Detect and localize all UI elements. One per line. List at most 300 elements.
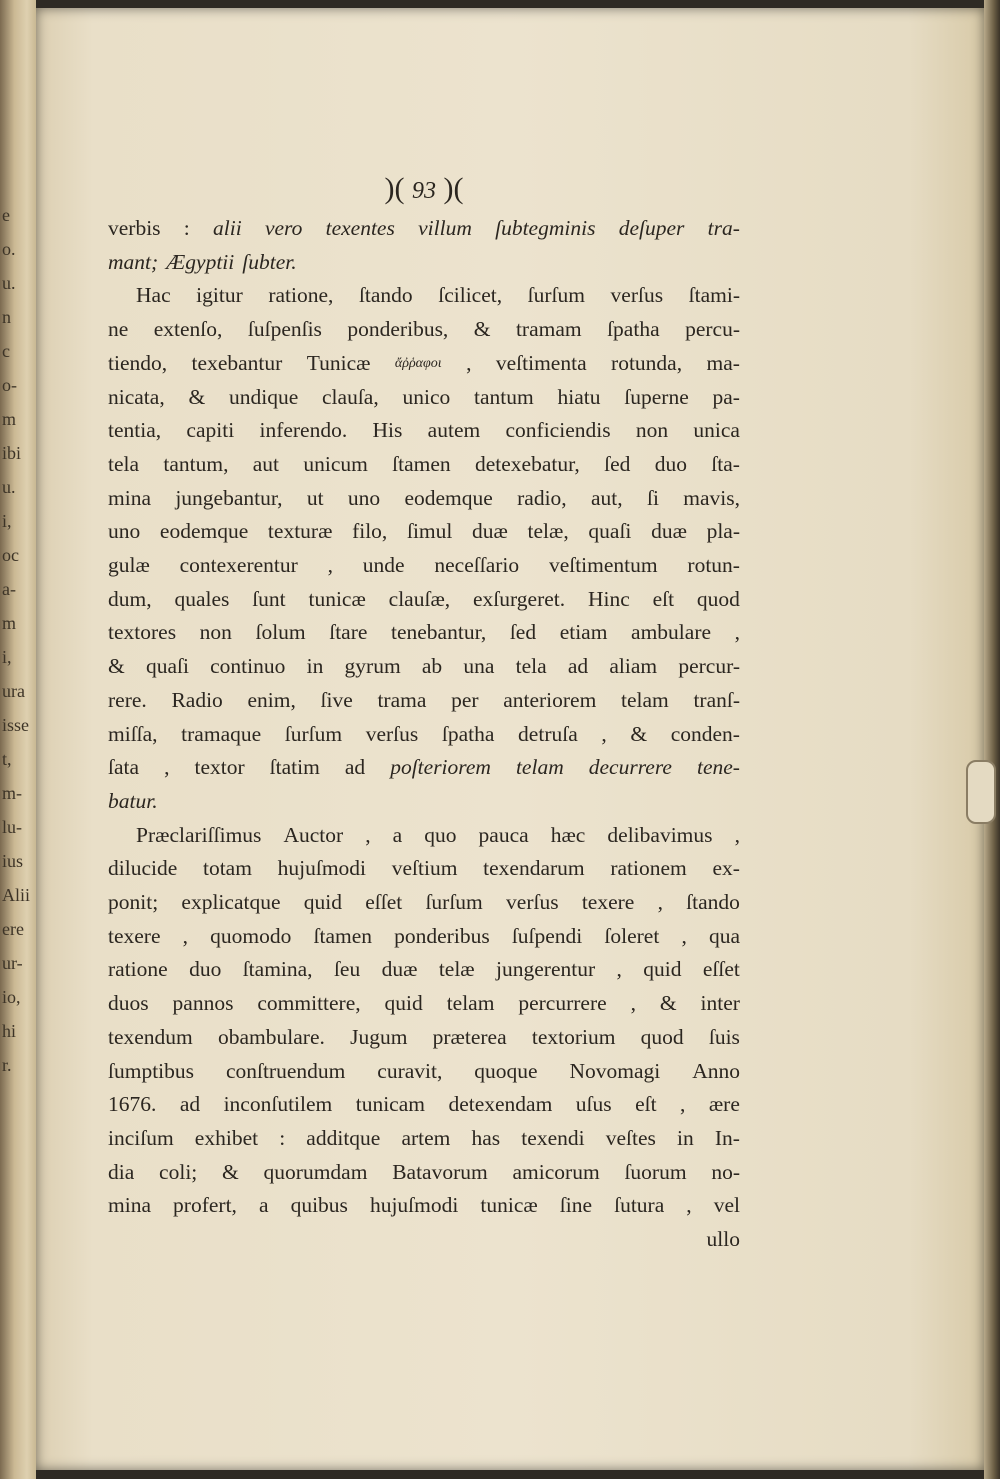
word: tranſ- — [693, 687, 740, 712]
word: His — [372, 418, 403, 443]
word: pannos — [172, 991, 234, 1016]
word: a — [392, 822, 403, 847]
text-line — [108, 987, 740, 1021]
margin-fragment: ur- — [2, 953, 23, 973]
word: jungerentur — [496, 957, 596, 982]
word: , — [164, 755, 170, 780]
word: ſtare — [329, 620, 368, 645]
word: ne — [108, 317, 129, 342]
word: ambulare — [631, 620, 712, 645]
word: eodemque — [159, 519, 249, 544]
catchword: ullo — [706, 1227, 740, 1252]
word: aut, — [591, 485, 623, 510]
word: nicata, — [108, 384, 165, 409]
word: , — [734, 620, 740, 645]
word: ſcilicet, — [438, 283, 503, 308]
word: artem — [401, 1125, 451, 1150]
word: quo — [424, 822, 457, 847]
word: enim, — [247, 687, 296, 712]
word: Novomagi — [569, 1058, 661, 1083]
word: in — [306, 654, 324, 679]
word: textorium — [531, 1024, 616, 1049]
word: autem — [427, 418, 481, 443]
text-line — [108, 1055, 740, 1089]
word: , — [734, 822, 740, 847]
text-line — [108, 1088, 740, 1122]
word: ſurſum — [425, 890, 483, 915]
word: ſata — [108, 755, 140, 780]
word: tantum, — [163, 451, 229, 476]
body-lines — [108, 212, 740, 1223]
word: delibavimus — [607, 822, 713, 847]
word: duæ — [472, 519, 508, 544]
word: verſus — [610, 283, 664, 308]
word: uſus — [575, 1092, 612, 1117]
word: textor — [194, 755, 245, 780]
word: ſtamen — [313, 923, 373, 948]
word: ſta- — [711, 451, 740, 476]
text-line — [108, 482, 740, 516]
word: , — [601, 721, 607, 746]
word: ex- — [712, 856, 740, 881]
word: dilucide — [108, 856, 178, 881]
word: inferendo. — [259, 418, 348, 443]
word: percur- — [678, 654, 740, 679]
word: ære — [708, 1092, 740, 1117]
word: veſtimenta — [495, 350, 587, 375]
word: ad — [344, 755, 366, 780]
word: telam — [621, 687, 669, 712]
word: quod — [640, 1024, 684, 1049]
word: mant; — [108, 249, 159, 274]
word: ſine — [559, 1193, 593, 1218]
word: ſubter. — [242, 249, 297, 274]
word: ſubtegminis — [495, 216, 596, 240]
word: inciſum — [108, 1125, 174, 1150]
word: texendum — [108, 1024, 193, 1049]
word: telam — [446, 991, 495, 1016]
word: non — [635, 418, 669, 443]
text-line — [108, 381, 740, 415]
text-line — [108, 852, 740, 886]
word: ſunt — [252, 586, 286, 611]
word: detexebatur, — [475, 451, 580, 476]
word: rotun- — [687, 553, 740, 578]
word: pla- — [706, 519, 740, 544]
word: rere. — [108, 687, 147, 712]
word: ſtamen — [392, 451, 451, 476]
word: ἄῤῥαφοι — [394, 355, 442, 371]
word: ma- — [706, 350, 740, 375]
word: texturæ — [267, 519, 333, 544]
text-line — [108, 1156, 740, 1190]
word: , — [365, 822, 371, 847]
word: gyrum — [344, 654, 401, 679]
word: ſumptibus — [108, 1058, 195, 1083]
word: clauſa, — [322, 384, 379, 409]
margin-fragment: oc — [2, 545, 19, 565]
word: etiam — [559, 620, 608, 645]
word: , — [327, 553, 333, 578]
word: & — [108, 654, 125, 679]
word: poſteriorem — [390, 755, 491, 780]
word: conficiendis — [505, 418, 611, 443]
margin-fragment: c — [2, 341, 10, 361]
word: conden- — [670, 721, 740, 746]
text-line — [108, 1122, 740, 1156]
word: ſolum — [255, 620, 306, 645]
word: hæc — [550, 822, 586, 847]
word: ſpatha — [607, 317, 660, 342]
text-line — [108, 347, 740, 381]
word: , — [680, 1092, 686, 1117]
word: undique — [228, 384, 299, 409]
text-line — [108, 616, 740, 650]
word: dia — [108, 1159, 135, 1184]
word: ponderibus — [394, 923, 490, 948]
word: extenſo, — [153, 317, 223, 342]
word: , — [466, 350, 472, 375]
word: coli; — [159, 1159, 198, 1184]
word: tene- — [696, 755, 740, 780]
margin-fragment: m — [2, 409, 17, 429]
word: gulæ — [108, 553, 150, 578]
word: totam — [202, 856, 252, 881]
word: Hinc — [587, 586, 630, 611]
text-line — [108, 515, 740, 549]
word: quomodo — [210, 923, 292, 948]
text-line — [108, 583, 740, 617]
word: filo, — [352, 519, 388, 544]
word: tela — [515, 654, 547, 679]
word: quales — [174, 586, 230, 611]
margin-fragment: ura — [2, 681, 25, 701]
word: per — [451, 687, 479, 712]
word: quaſi — [588, 519, 632, 544]
word: ſimul — [406, 519, 453, 544]
word: quibus — [290, 1193, 348, 1218]
word: non — [199, 620, 232, 645]
word: unicum — [303, 451, 368, 476]
margin-fragment: io, — [2, 987, 21, 1007]
word: ſtami- — [688, 283, 740, 308]
word: explicatque — [181, 890, 281, 915]
word: Hac — [136, 283, 171, 308]
word: mina — [108, 485, 151, 510]
word: amicorum — [512, 1159, 600, 1184]
word: decurrere — [588, 755, 672, 780]
margin-fragment: u. — [2, 273, 16, 293]
word: unica — [693, 418, 740, 443]
word: miſſa, — [108, 721, 158, 746]
word: tenebantur, — [391, 620, 487, 645]
margin-fragment: i, — [2, 511, 12, 531]
page-number-mark-left: )( — [384, 172, 405, 205]
word: hiatu — [557, 384, 601, 409]
word: texendarum — [483, 856, 585, 881]
word: tra- — [707, 216, 740, 240]
word: ſi — [646, 485, 659, 510]
word: ab — [421, 654, 443, 679]
word: Jugum — [350, 1024, 408, 1049]
word: verbis — [108, 216, 161, 240]
word: ſed — [604, 451, 631, 476]
word: verſus — [365, 721, 419, 746]
word: ſuperne — [624, 384, 689, 409]
word: eodemque — [404, 485, 493, 510]
word: telæ — [438, 957, 475, 982]
text-line — [108, 414, 740, 448]
word: uno — [108, 519, 141, 544]
word: quoque — [474, 1058, 538, 1083]
word: quid — [303, 890, 342, 915]
word: deſuper — [618, 216, 685, 240]
word: ſurſum — [527, 283, 585, 308]
word: veſtimentum — [548, 553, 658, 578]
word: textores — [108, 620, 177, 645]
word: capiti — [186, 418, 235, 443]
word: a — [258, 1193, 269, 1218]
word: ſtando — [686, 890, 740, 915]
word: verſus — [506, 890, 559, 915]
word: aut — [252, 451, 280, 476]
margin-fragment: ibi — [2, 443, 22, 463]
word: hujuſmodi — [369, 1193, 459, 1218]
margin-fragment: u. — [2, 477, 16, 497]
word: rotunda, — [611, 350, 683, 375]
text-line — [108, 650, 740, 684]
word: ſuſpendi — [511, 923, 583, 948]
text-line — [108, 718, 740, 752]
word: trama — [377, 687, 427, 712]
word: inter — [700, 991, 740, 1016]
word: Auctor — [283, 822, 344, 847]
margin-fragment: t, — [2, 749, 12, 769]
text-line — [108, 751, 740, 785]
page-edge-shadow — [984, 0, 1000, 1479]
word: tramaque — [181, 721, 262, 746]
word: , — [630, 991, 636, 1016]
word: unico — [402, 384, 451, 409]
word: & — [222, 1159, 239, 1184]
text-line — [108, 448, 740, 482]
word: contexerentur — [179, 553, 298, 578]
word: ſoleret — [604, 923, 660, 948]
word: ad — [179, 1092, 201, 1117]
word: ſuorum — [624, 1159, 687, 1184]
text-line — [108, 549, 740, 583]
text-line — [108, 953, 740, 987]
word: tramam — [515, 317, 582, 342]
word: Præclariſſimus — [136, 822, 262, 847]
word: igitur — [196, 283, 243, 308]
word: tantum — [474, 384, 534, 409]
margin-fragment: i, — [2, 647, 12, 667]
word: , — [657, 890, 663, 915]
word: & — [188, 384, 206, 409]
page-clip — [966, 760, 996, 824]
text-line — [108, 684, 740, 718]
word: in — [676, 1125, 694, 1150]
word: tunicæ — [480, 1193, 538, 1218]
word: : — [279, 1125, 286, 1150]
word: telam — [515, 755, 564, 780]
word: aliam — [609, 654, 658, 679]
word: eſſet — [365, 890, 403, 915]
word: rationem — [610, 856, 687, 881]
word: veſtes — [605, 1125, 656, 1150]
page-number-mark-right: )( — [443, 172, 464, 205]
word: quaſi — [145, 654, 189, 679]
word: clauſæ, — [388, 586, 451, 611]
margin-fragment: o. — [2, 239, 16, 259]
word: quid — [384, 991, 423, 1016]
adjacent-page-edge — [0, 0, 36, 1479]
word: additque — [306, 1125, 381, 1150]
word: texendi — [521, 1125, 585, 1150]
word: neceſſario — [434, 553, 520, 578]
word: detruſa — [518, 721, 578, 746]
word: Anno — [692, 1058, 740, 1083]
margin-fragment: n — [2, 307, 11, 327]
word: jungebantur, — [175, 485, 283, 510]
word: batur. — [108, 788, 158, 813]
word: hujuſmodi — [277, 856, 367, 881]
word: anteriorem — [503, 687, 597, 712]
text-line — [108, 246, 740, 280]
word: duos — [108, 991, 149, 1016]
margin-fragment: a- — [2, 579, 16, 599]
page-number: 93 — [412, 178, 436, 204]
word: Radio — [171, 687, 223, 712]
word: obambulare. — [218, 1024, 325, 1049]
word: Batavorum — [392, 1159, 488, 1184]
word: ratione, — [268, 283, 334, 308]
text-line — [108, 785, 740, 819]
text-line — [108, 212, 740, 246]
word: duo — [189, 957, 222, 982]
word: eſt — [652, 586, 675, 611]
word: tela — [108, 451, 140, 476]
word: ſtamina, — [242, 957, 313, 982]
word: & — [630, 721, 648, 746]
word: duæ — [651, 519, 687, 544]
margin-fragment: hi — [2, 1021, 17, 1041]
text-line — [108, 1189, 740, 1223]
word: continuo — [210, 654, 286, 679]
word: mina — [108, 1193, 151, 1218]
word: & — [659, 991, 677, 1016]
word: exſurgeret. — [472, 586, 566, 611]
text-line — [108, 819, 740, 853]
word: curavit, — [377, 1058, 443, 1083]
word: texere — [581, 890, 635, 915]
margin-fragment: ere — [2, 919, 24, 939]
text-line — [108, 920, 740, 954]
text-line — [108, 279, 740, 313]
word: tiendo, — [108, 350, 168, 375]
word: qua — [708, 923, 740, 948]
word: ponderibus, — [347, 317, 449, 342]
word: texebantur — [191, 350, 283, 375]
word: ponit; — [108, 890, 159, 915]
word: & — [473, 317, 491, 342]
word: ſurſum — [284, 721, 343, 746]
margin-fragment: e — [2, 205, 10, 225]
word: uno — [347, 485, 381, 510]
word: percu- — [685, 317, 740, 342]
margin-fragment: lu- — [2, 817, 22, 837]
word: ſuſpenſis — [247, 317, 322, 342]
catchword-line — [108, 1223, 740, 1257]
word: , — [182, 923, 189, 948]
margin-fragment: m- — [2, 783, 22, 803]
page-header — [108, 170, 740, 210]
word: : — [183, 216, 190, 240]
word: villum — [418, 216, 472, 240]
word: una — [463, 654, 495, 679]
word: , — [616, 957, 622, 982]
word: detexendam — [448, 1092, 553, 1117]
word: alii — [213, 216, 242, 240]
word: profert, — [173, 1193, 237, 1218]
margin-fragment: r. — [2, 1055, 12, 1075]
word: tunicam — [355, 1092, 425, 1117]
margin-fragment: isse — [2, 715, 29, 735]
word: telæ, — [527, 519, 569, 544]
word: eſt — [635, 1092, 657, 1117]
margin-fragment: ius — [2, 851, 24, 871]
word: , — [681, 923, 687, 948]
word: quid — [643, 957, 682, 982]
word: radio, — [517, 485, 567, 510]
word: exhibet — [194, 1125, 259, 1150]
word: unde — [362, 553, 405, 578]
word: præterea — [432, 1024, 507, 1049]
word: Tunicæ — [306, 350, 371, 375]
text-line — [108, 886, 740, 920]
word: duæ — [381, 957, 418, 982]
word: eſſet — [702, 957, 740, 982]
word: vel — [713, 1193, 740, 1218]
word: ſive — [320, 687, 353, 712]
word: pa- — [712, 384, 740, 409]
word: ad — [567, 654, 589, 679]
margin-fragment: Alii — [2, 885, 31, 905]
word: ſtatim — [269, 755, 320, 780]
word: tunicæ — [308, 586, 366, 611]
margin-fragment: o- — [2, 375, 17, 395]
word: texere — [108, 923, 161, 948]
word: ſpatha — [441, 721, 495, 746]
word: 1676. — [108, 1092, 157, 1117]
page-text-block — [108, 170, 740, 1257]
word: has — [471, 1125, 501, 1150]
word: texentes — [325, 216, 395, 240]
word: ſeu — [333, 957, 361, 982]
word: no- — [711, 1159, 740, 1184]
word: vero — [264, 216, 303, 240]
word: ſutura — [614, 1193, 665, 1218]
word: In- — [714, 1125, 740, 1150]
word: committere, — [257, 991, 361, 1016]
word: dum, — [108, 586, 152, 611]
word: quorumdam — [263, 1159, 368, 1184]
margin-fragment: m — [2, 613, 17, 633]
word: pauca — [478, 822, 529, 847]
text-line — [108, 1021, 740, 1055]
word: veſtium — [391, 856, 458, 881]
